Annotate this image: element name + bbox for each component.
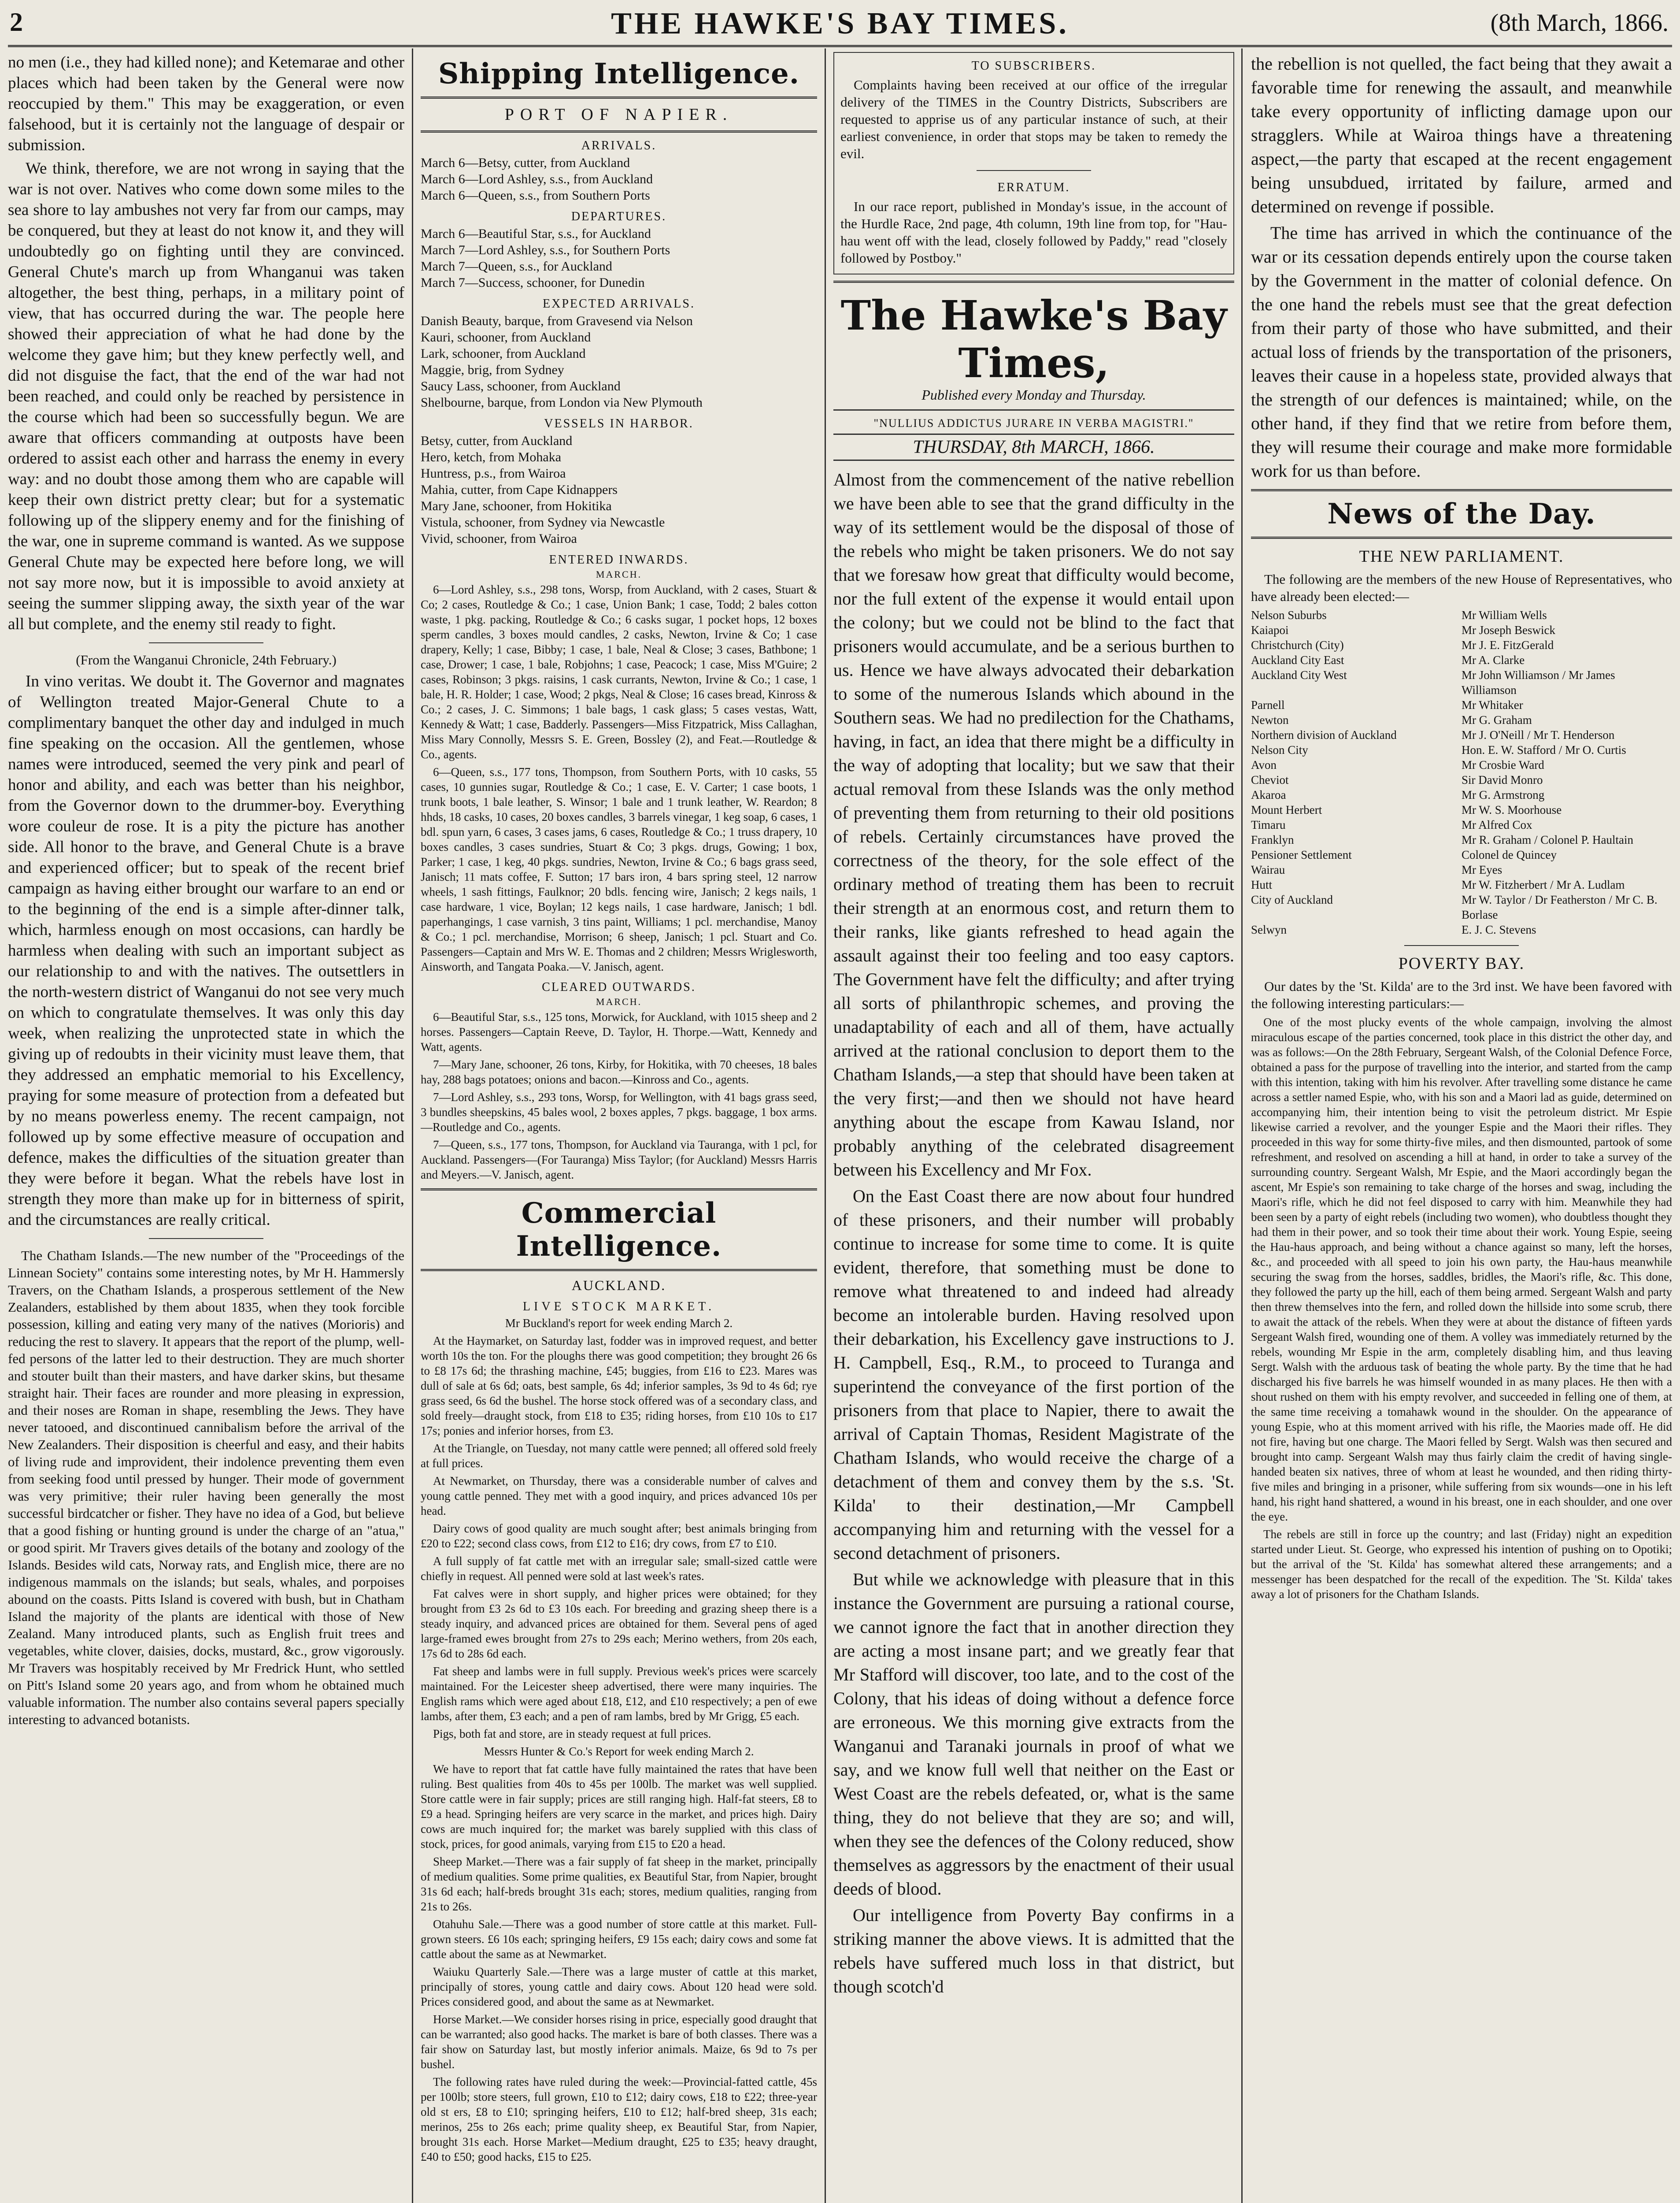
notice-text: Complaints having been received at our office of the irregular delivery of the TIMES in the Country Districts, Subscribers are requested to apprise us of any particular instance of such, at their earliest convenience, in order that stops may be taken to remedy the evil. [840, 77, 1227, 161]
member-cell: Hon. E. W. Stafford / Mr O. Curtis [1462, 743, 1626, 757]
report-paragraph: Sheep Market.—There was a fair supply of fat sheep in the market, principally of medium qualities. Some prime qualities, ex Beautiful Star, from Napier, brought 31s 6d each; half-breds brought 31s each; stores, medium qualities, ranging from 21s to 26s. [421, 1855, 817, 1913]
masthead [8, 3, 1672, 47]
seat-cell: Wairau [1251, 863, 1285, 876]
table-row [1251, 697, 1672, 712]
list-item: Betsy, cutter, from Auckland [421, 434, 573, 448]
editorial-paragraph: the rebellion is not quelled, the fact being that they await a favorable time for renewing the assault, and meanwhile take every opportunity of inflicting damage upon our stragglers. While at Wairoa things have a threatening aspect,—the party that escaped at the recent engagement being unsubdued, irritated by failure, armed and determined on revenge if possible. [1251, 54, 1672, 216]
list-item: Huntress, p.s., from Wairoa [421, 466, 566, 481]
article-paragraph: no men (i.e., they had killed none); and Ketemarae and other places which had been taken by the General were now reoccupied by them." This may be exaggeration, or even falsehood, but it is certainly not the language of despair or submission. [8, 53, 404, 154]
member-cell: Mr G. Armstrong [1462, 788, 1545, 801]
report-paragraph: Horse Market.—We consider horses rising in price, especially good draught that can be warranted; also good hacks. The market is bare of both classes. There was a fair show on Saturday last, but mostly inferior animals. Maize, 6s 9d to 7s per bushel. [421, 2013, 817, 2071]
arrivals-list [421, 155, 817, 204]
divider [1251, 537, 1672, 539]
parliament-heading: THE NEW PARLIAMENT. [1359, 547, 1564, 566]
divider [421, 1188, 817, 1191]
member-cell: Sir David Monro [1462, 773, 1543, 786]
table-row [1251, 772, 1672, 787]
list-item: March 7—Lord Ashley, s.s., for Southern Ports [421, 243, 670, 257]
table-row [1251, 623, 1672, 638]
divider [149, 642, 263, 643]
editorial-paragraph: But while we acknowledge with pleasure that in this instance the Government are pursuing a rational course, we cannot ignore the fact that in another direction they are acting a most insane part; and we greatly fear that Mr Stafford will discover, too late, and to the cost of the Colony, that his ideas of doing without a defence force are erroneous. We this morning give extracts from the Wanganui and Taranaki journals in proof of what we say, and we know full well that neither on the East or West Coast are the rebels defeated, or, what is the same thing, they do not believe that they are so; and will, when they see the defences of the Colony reduced, show themselves as aggressors by the enactment of their usual deeds of blood. [833, 1569, 1234, 1899]
table-row [1251, 922, 1672, 937]
member-cell: Mr A. Clarke [1462, 653, 1525, 667]
list-item: Maggie, brig, from Sydney [421, 363, 564, 377]
report-paragraph: Otahuhu Sale.—There was a good number of store cattle at this market. Full-grown steers. £6 10s each; springing heifers, £9 15s each; dairy cows and some fat cattle about the same as at Newmarket. [421, 1917, 817, 1961]
member-cell: Mr William Wells [1462, 608, 1547, 622]
list-item: March 7—Queen, s.s., for Auckland [421, 259, 612, 274]
auckland-heading: AUCKLAND. [571, 1277, 666, 1293]
member-cell: Mr J. O'Neill / Mr T. Henderson [1462, 728, 1615, 742]
seat-cell: Hutt [1251, 878, 1273, 891]
table-row [1251, 727, 1672, 742]
divider [421, 1269, 817, 1271]
member-cell: Mr Joseph Beswick [1462, 623, 1555, 637]
port-heading: PORT OF NAPIER. [504, 105, 733, 124]
editorial-paragraph: On the East Coast there are now about four hundred of these prisoners, and their number will probably continue to increase for some time to come. It is quite evident, therefore, that something must be done to remove what threatened to and indeed had already become an intolerable burden. Having resolved upon their debarkation, his Excellency gave instructions to J. H. Campbell, Esq., R.M., to proceed to Turanga and superintend the conveyance of the first portion of the prisoners from that place to Napier, there to await the arrival of Captain Thomas, Resident Magistrate of the Chatham Islands, who would receive the charge of a detachment of them and convey them by the s.s. 'St. Kilda' to their destination,—Mr Campbell accompanying him and returning with the vessel for a second detachment of prisoners. [833, 1186, 1234, 1563]
seat-cell: Pensioner Settlement [1251, 848, 1352, 861]
table-row [1251, 668, 1672, 697]
seat-cell: Northern division of Auckland [1251, 728, 1397, 742]
divider [149, 1238, 263, 1239]
table-row [1251, 742, 1672, 757]
report-paragraph: At the Haymarket, on Saturday last, fodder was in improved request, and better worth 10s the ton. For the ploughs there was good competition; they brought 26 6s to £8 17s 6d; the thrashing machine, £45; buggies, from £16 to £23. Mares was dull of sale at 6s 6d; oats, best sample, 6s 4d; inferior samples, 3s 9d to 4s 6d; rye grass seed, 6s 6d the bushel. The horse stock offered was of a secondary class, and sold freely—draught stock, from £18 to £35; riding horses, from £10 10s to £17 17s; ponies and inferior horses, from £3. [421, 1334, 817, 1437]
list-item: Mahia, cutter, from Cape Kidnappers [421, 482, 618, 497]
article-paragraph: In vino veritas. We doubt it. The Governor and magnates of Wellington treated Major-General Chute to a complimentary banquet the other day and indulged in much fine speaking on the occasion. All the gentlemen, whose names were introduced, seemed the very pink and pearl of honor and ability, and each was better than his neighbor, from the Governor down to the drummer-boy. Everything wore couleur de rose. It is a pity the picture has another side. All honor to the brave, and General Chute is a brave and experienced officer; but to speak of the recent brief campaign as having either brought our warfare to an end or to the beginning of the end is a simple after-dinner talk, which, harmless enough on most occasions, can hardly be harmless when dealing with such an important subject as our relationship to and with the natives. The outsettlers in the north-western district of Wanganui do not see very much on which to congratulate themselves. It was only this day week, when realizing the unprotected state in which the giving up of redoubts in their vicinity must leave them, that they addressed an emphatic memorial to his Excellency, praying for some measure of protection from a defeated but by no means powerless enemy. The recent campaign, not followed up by some effective measure of occupation and defence, makes the difficulties of the situation greater than they were before it began. What the rebels have lost in strength they more than make up for in bitterness of spirit, and the circumstances are really critical. [8, 672, 404, 1229]
article-paragraph: One of the most plucky events of the whole campaign, involving the almost miraculous escape of the parties concerned, took place in this district the other day, and was as follows:—On the 28th February, Sergeant Walsh, of the Colonial Defence Force, obtained a pass for the purpose of travelling into the interior, and started from the camp with this intention, taking with him his revolver. After travelling some distance he came across a settler named Espie, who, with his son and a Maori lad as guide, determined on accompanying him, their intention being to visit the petroleum district. Mr Espie likewise carried a revolver, and the younger Espie and the Maori their rifles. They proceeded in this way for some thirty-five miles, and then dismounted, partook of some refreshment, and resolved on ascending a hill at hand, in order to take a survey of the surrounding country. Sergeant Walsh, Mr Espie, and the Maori accordingly began the ascent, Mr Espie's son remaining to take charge of the horses and swag, including the Maori's rifle, which he did not feel disposed to carry with him. Meanwhile they had been seen by a party of eight rebels (including two women), who doubtless thought they had them in their power, and so took their time about their work. Young Espie, seeing the Hau-haus approach, and being without a chance against so many, left the horses, &c., and proceeded with all speed to join his own party, the Hau-haus meanwhile securing the swag from the horses, saddles, bridles, the Maori's rifle, &c. This done, they followed the party up the hill, each of them being armed. Sergeant Walsh and party then threw themselves into the fern, and rolled down the hillside into some scrub, there to await the attack of the rebels. When they were at about the distance of fifteen yards Sergeant Walsh fired, wounding one of them. A volley was immediately returned by the rebels, wounding Mr Espie in the arm, completely disabling him, and thus leaving Sergt. Walsh with the arduous task of beating the whole party. By the time that he had discharged his five barrels he was himself wounded in as many places. He then with a shout rushed on them with his empty revolver, and succeeded in felling one of them, at the same time receiving a tomahawk wound in the shoulder. On the appearance of young Espie, who at this moment arrived with his rifle, the Maories made off. He did not fire, having but one charge. The Maori felled by Sergt. Walsh was then secured and brought into camp. Sergeant Walsh may thus fairly claim the credit of having single-handed beaten six natives, three of whom at least he wounded, and then riding thirty-five miles and bringing in a prisoner, while suffering from six wounds—one in his left hand, his right hand shattered, a wound in his breast, one in each shoulder, and one over the eye. [1251, 1016, 1672, 1523]
list-item: March 6—Betsy, cutter, from Auckland [421, 156, 630, 170]
report-paragraph: Fat calves were in short supply, and higher prices were obtained; for they brought from £3 2s 6d to £3 10s each. For breeding and grazing sheep there is a steady inquiry, and advanced prices are obtained for them. Several pens of aged large-framed ewes brought from 27s to 29s each; Merino wethers, from 20s each, 17s 6d to 28s 6d each. [421, 1587, 817, 1660]
member-cell: Mr Alfred Cox [1462, 818, 1532, 831]
departures-heading: DEPARTURES. [571, 210, 667, 223]
seat-cell: Akaroa [1251, 788, 1286, 801]
list-item: Mary Jane, schooner, from Hokitika [421, 499, 612, 513]
report-paragraph: We have to report that fat cattle have fully maintained the rates that have been ruling. Best qualities from 40s to 45s per 100lb. The market was well supplied. Store cattle were in fair supply; prices are still ranging high. Half-fat steers, £8 to £9 a head. Springing heifers are very scarce in the market, and prices high. Dairy cows are much inquired for; the market was barely supplied with this class of stock, prices, for good animals, varying from £15 to £20 a head. [421, 1762, 817, 1851]
table-row [1251, 862, 1672, 877]
seat-cell: Nelson City [1251, 743, 1308, 757]
list-item: Hero, ketch, from Mohaka [421, 450, 562, 464]
seat-cell: Kaiapoi [1251, 623, 1289, 637]
list-item: Shelbourne, barque, from London via New Plymouth [421, 395, 703, 410]
seat-cell: Franklyn [1251, 833, 1294, 846]
column-4 [1251, 52, 1672, 2203]
list-item: Saucy Lass, schooner, from Auckland [421, 379, 621, 393]
list-item: 7—Queen, s.s., 177 tons, Thompson, for Auckland via Tauranga, with 1 pcl, for Auckland. Passengers—(For Tauranga) Miss Taylor; (for Auckland) Messrs Harris and Meyers.—V. Janisch, agent. [421, 1138, 817, 1181]
newspaper-nameplate: The Hawke's Bay Times, [840, 292, 1227, 387]
list-item: Kauri, schooner, from Auckland [421, 330, 591, 345]
page-title: THE HAWKE'S BAY TIMES. [611, 7, 1069, 41]
column-rule [1241, 48, 1243, 2203]
erratum-heading: ERRATUM. [997, 181, 1070, 194]
members-table [1251, 608, 1672, 937]
report-paragraph: Dairy cows of good quality are much sought after; best animals bringing from £20 to £22; second class cows, from £12 to £16; dry cows, from £7 to £10. [421, 1522, 817, 1550]
report-heading: Mr Buckland's report for week ending March 2. [505, 1317, 733, 1330]
member-cell: Mr G. Graham [1462, 713, 1532, 727]
departures-list [421, 226, 817, 291]
expected-heading: EXPECTED ARRIVALS. [543, 297, 695, 311]
notice-box [833, 52, 1234, 274]
editorial-dateline: THURSDAY, 8th MARCH, 1866. [833, 434, 1234, 461]
report-paragraph: At Newmarket, on Thursday, there was a considerable number of calves and young cattle penned. They met with a good inquiry, and prices advanced 10s per head. [421, 1474, 817, 1517]
livestock-heading: LIVE STOCK MARKET. [522, 1300, 715, 1313]
report-paragraph: A full supply of fat cattle met with an irregular sale; small-sized cattle were chiefly in request. All penned were sold at last week's rates. [421, 1554, 817, 1583]
table-row [1251, 638, 1672, 653]
table-row [1251, 608, 1672, 623]
list-item: March 6—Lord Ashley, s.s., from Auckland [421, 172, 653, 186]
seat-cell: Mount Herbert [1251, 803, 1322, 816]
article-paragraph: We think, therefore, we are not wrong in saying that the war is not over. Natives who come down some miles to the sea shore to lay ambushes not very far from our camps, may be conquered, but they at least do not know it, and they will undoubtedly go on fighting until they are convinced. General Chute's march up from Whanganui was taken altogether, the best thing, perhaps, in a military point of view, that has occurred during the war. The people here showed their appreciation of what he had done by the welcome they gave him; but they knew perfectly well, and did not disguise the fact, that the end of the war had not been reached, and could only be reached by persistence in the course which had been so successfully begun. We are aware that officers commanding at outposts have been ordered to assist each other and harrass the enemy in every way: and no doubt those among them who are capable will keep their own district pretty clear; but for a systematic following up of the slippery enemy and for the finishing of the war, one in supreme command is wanted. As we suppose General Chute may be expected here before long, we will not say more now, but it is impossible to avoid anxiety at seeing the summer slipping away, the sixth year of the war all but complete, and the enemy stil ready to fight. [8, 159, 404, 633]
member-cell: Mr Crosbie Ward [1462, 758, 1544, 771]
column-2 [421, 52, 817, 2203]
member-cell: E. J. C. Stevens [1462, 923, 1536, 936]
seat-cell: Avon [1251, 758, 1277, 771]
divider [977, 170, 1091, 171]
parliament-intro: The following are the members of the new House of Representatives, who have already been elected:— [1251, 571, 1672, 604]
article-paragraph: The Chatham Islands.—The new number of the "Proceedings of the Linnean Society" contains some interesting notes, by Mr H. Hammersly Travers, on the Chatham Islands, a prosperous settlement of the New Zealanders, established by them about 1835, when they took forcible possession, killing and eating very many of the natives (Morioris) and reducing the rest to slavery. It appears that the report of the plump, well-fed persons of the latter led to their destruction. They are much shorter and stouter built than their masters, and have darker skins, but thesame straight hair. Their faces are rounder and more pleasing in expression, and their noses are Roman in shape, resembling the Jews. They have never tatooed, and discontinued cannibalism before the arrival of the New Zealanders. Their disposition is cheerful and easy, and their habits of living rude and improvident, their indolence preventing them even from seeking food until pressed by hunger. Their mode of government was very primitive; their ruler having been generally the most successful birdcatcher or fisher. They have no idea of a God, but believe that a good fishing or hunting ground is under the charge of an "atua," or good spirit. Mr Travers gives details of the botany and zoology of the Islands. Besides wild cats, Norway rats, and English mice, there are no indigenous mammals on the islands; but seals, whales, and porpoises abound on the coasts. Pitts Island is covered with bush, but in Chatham Island the majority of the plants are identical with those of New Zealand. Many introduced plants, such as English fruit trees and vegetables, white clover, daisies, docks, mustard, &c., grow vigorously. Mr Travers was hospitably received by Mr Fredrick Hunt, who settled on Pitt's Island some 20 years ago, and from whom he obtained much valuable information. The number also contains several papers specially interesting to advanced botanists. [8, 1248, 404, 1727]
table-row [1251, 712, 1672, 727]
seat-cell: Newton [1251, 713, 1289, 727]
list-item: 6—Queen, s.s., 177 tons, Thompson, from Southern Ports, with 10 casks, 55 cases, 10 gunnies sugar, Routledge & Co.; 1 case, E. V. Carter; 1 case boots, 1 trunk boots, 1 bale leather, S. Winsor; 1 bale and 1 trunk leather, W. Reardon; 8 hhds, 18 casks, 10 cases, 20 boxes candles, 3 barrels vinegar, 1 keg soap, 6 cases, 1 bdl. spun yarn, 6 cases, 3 cases jams, 6 cases, Routledge & Co.; 1 truss drapery, 10 boxes candles, 3 cases sundries, Stuart & Co; 3 pkgs. drugs, Gowing; 1 box, Parker; 1 case, 1 keg, 40 pkgs. sundries, Newton, Irvine & Co.; 6 bags grass seed, Janisch; 11 mats coffee, F. Sutton; 17 bars iron, 4 bars spring steel, 12 narrow wheels, 1 sash fittings, Faulknor; 20 bdls. fencing wire, Janisch; 2 kegs nails, 1 case hardware, 1 vice, Boylan; 12 kegs nails, 1 case hardware, Janisch; 1 bdl. paperhangings, 1 case varnish, 3 tins paint, Williams; 1 pcl. merchandise, Manoy & Co.; 1 pcl. merchandise, Morrison; 6 sheep, Janisch; 1 pcl. Stuart and Co. Passengers—Captain and Mrs W. E. Thomas and 2 children; Messrs Wriglesworth, Ainsworth, and Tangata Poaka.—V. Janisch, agent. [421, 765, 817, 973]
column-1 [8, 52, 404, 2203]
poverty-bay-heading: POVERTY BAY. [1398, 954, 1525, 973]
source-credit: (From the Wanganui Chronicle, 24th February.) [76, 652, 337, 668]
list-item: 7—Mary Jane, schooner, 26 tons, Kirby, for Hokitika, with 70 cheeses, 18 bales hay, 288 bags potatoes; onions and bacon.—Kinross and Co., agents. [421, 1058, 817, 1086]
seat-cell: Auckland City East [1251, 653, 1344, 667]
member-cell: Mr W. S. Moorhouse [1462, 803, 1562, 816]
table-row [1251, 787, 1672, 802]
notice-text: In our race report, published in Monday's issue, in the account of the Hurdle Race, 2nd page, 4th column, 19th line from top, for "Hau-hau went off with the lead, closely followed by Paddy," read "closely followed by Postboy." [840, 199, 1227, 266]
subscribers-heading: TO SUBSCRIBERS. [971, 59, 1096, 73]
table-row [1251, 817, 1672, 832]
expected-list [421, 313, 817, 411]
inwards-list [421, 582, 817, 974]
issue-date: (8th March, 1866. [1490, 9, 1669, 37]
divider [833, 409, 1234, 411]
editorial-paragraph: Almost from the commencement of the native rebellion we have been able to see that the grand difficulty in the way of its settlement would be the disposal of those of the rebels who might be taken prisoners. We do not say that we foresaw how great that difficulty would become, nor the full extent of the expense it would entail upon the colony; but we could not be blind to the fact that prisoners would accumulate, and be a serious burthen to us. Hence we have always advocated their debarkation to some of the numerous Islands which abound in the Southern seas. We had no predilection for the Chathams, having, in fact, an idea that there might be a difficulty in the way of adopting that locality; but we saw that their actual removal from these Islands was the only method of preventing them from returning to their old positions of rebels. Certainly circumstances have proved the correctness of the theory, for the sole effect of the ordinary method of treating them has been to recruit their strength at an enormous cost, and return them to their ranks, like giants refreshed to head again the assault against their too feeling and too easy captors. The Government have felt the difficulty; and after trying all sorts of philanthropic schemes, and proving the unadaptability of each and all of them, have actually arrived at the rational conclusion to deport them to the Chatham Islands,—a step that should have been taken at the very first;—and then we should not have heard anything about the escape from Kawau Island, nor probably anything of the celebrated disagreement between his Excellency and Mr Fox. [833, 470, 1234, 1179]
divider [421, 96, 817, 99]
report-heading: Messrs Hunter & Co.'s Report for week ending March 2. [484, 1745, 754, 1758]
column-3 [833, 52, 1234, 2203]
page-number: 2 [10, 7, 23, 37]
seat-cell: Christchurch (City) [1251, 638, 1344, 652]
table-row [1251, 847, 1672, 862]
list-item: Vivid, schooner, from Wairoa [421, 531, 577, 546]
list-item: 6—Lord Ashley, s.s., 298 tons, Worsp, from Auckland, with 2 cases, Stuart & Co; 2 cases, Routledge & Co.; 1 case, Union Bank; 1 case, Todd; 2 bales cotton waste, 1 pkg. packing, Routledge & Co.; 6 casks sugar, 1 pocket hops, 12 boxes sperm candles, 3 boxes mould candles, 2 casks, Newton, Irvine & Co; 1 case drapery, Kelly; 1 case, Bibby; 1 case, 1 bale, Neal & Close; 3 cases, Bathbone; 1 case, Drower; 1 case, 1 bale, Robjohns; 1 case, Peacock; 1 case, Miss M'Guire; 2 cases, Robinson; 3 pkgs. raisins, 1 cask currants, Newton, Irvine & Co.; 1 case, 1 bale, H. R. Holder; 1 case, Wood; 2 pkgs, Neal & Close; 16 cases bread, Kinross & Co.; 2 cases, J. C. Simmons; 1 bale bags, 1 cask glass; 5 cases vestas, Watt, Kennedy & Watt; 1 case, Badderly. Passengers—Miss Fitzpatrick, Miss Callaghan, Miss Mary Connolly, Messrs S. E. Green, Bossley (2), and Feat.—Routledge & Co., agents. [421, 583, 817, 761]
section-title-commercial: Commercial Intelligence. [516, 1197, 722, 1263]
list-item: 6—Beautiful Star, s.s., 125 tons, Morwick, for Auckland, with 1015 sheep and 2 horses. Passengers—Captain Reeve, D. Taylor, H. Thorpe.—Watt, Kennedy and Watt, agents. [421, 1010, 817, 1053]
list-item: March 6—Queen, s.s., from Southern Ports [421, 188, 650, 203]
list-item: March 7—Success, schooner, for Dunedin [421, 275, 645, 290]
seat-cell: Parnell [1251, 698, 1285, 712]
table-row [1251, 802, 1672, 817]
column-rule [412, 48, 413, 2203]
divider [833, 281, 1234, 283]
divider [421, 130, 817, 133]
outwards-heading: CLEARED OUTWARDS. [542, 980, 696, 994]
divider [1251, 489, 1672, 491]
report-paragraph: The following rates have ruled during the week:—Provincial-fatted cattle, 45s per 100lb; store steers, full grown, £10 to £12; dairy cows, £18 to £22; three-year old st ers, £8 to £10; springing heifers, £10 to £12; half-bred sheep, 31s each; merinos, 25s to 26s each; prime quality sheep, ex Beautiful Star, from Napier, brought 31s each. Horse Market—Medium draught, £25 to £35; heavy draught, £40 to £50; good hacks, £15 to £25. [421, 2075, 817, 2163]
inwards-heading: ENTERED INWARDS. [549, 553, 689, 567]
member-cell: Mr W. Fitzherbert / Mr A. Ludlam [1462, 878, 1625, 891]
list-item: Danish Beauty, barque, from Gravesend via Nelson [421, 314, 693, 328]
outwards-list [421, 1009, 817, 1182]
editorial-paragraph: Our intelligence from Poverty Bay confirms in a striking manner the above views. It is admitted that the rebels have suffered much loss in that district, but though scotch'd [833, 1905, 1234, 1996]
report-paragraph: Pigs, both fat and store, are in steady request at full prices. [433, 1727, 711, 1740]
seat-cell: Timaru [1251, 818, 1286, 831]
table-row [1251, 832, 1672, 847]
table-row [1251, 892, 1672, 922]
section-title-news: News of the Day. [1327, 497, 1596, 530]
table-row [1251, 877, 1672, 892]
member-cell: Mr Whitaker [1462, 698, 1523, 712]
list-item: March 6—Beautiful Star, s.s., for Auckland [421, 226, 651, 241]
table-row [1251, 653, 1672, 668]
section-title-shipping: Shipping Intelligence. [438, 57, 800, 90]
list-item: Vistula, schooner, from Sydney via Newcastle [421, 515, 665, 530]
article-paragraph: The rebels are still in force up the country; and last (Friday) night an expedition started under Lieut. St. George, who expressed his intention of pushing on to Opotiki; but the arrival of the 'St. Kilda' has somewhat altered these arrangements; and a messenger has been despatched for the recall of the expedition. The 'St. Kilda' takes away a lot of prisoners for the Chatham Islands. [1251, 1528, 1672, 1601]
harbor-list [421, 433, 817, 547]
seat-cell: Selwyn [1251, 923, 1287, 936]
editorial-paragraph: The time has arrived in which the continuance of the war or its cessation depends entirely upon the course taken by the Government in the matter of colonial defence. On the one hand the rebels must see that the great defection from their party of those who have submitted, and their actual loss of friends by the transportation of the prisoners, leaves their cause in a hopeless state, provided always that the strength of our defences is maintained; while, on the other hand, if they find that we retire from before them, they will resume their courage and make more formidable work for us than before. [1251, 223, 1672, 481]
motto: "NULLIUS ADDICTUS JURARE IN VERBA MAGISTRI." [873, 417, 1194, 430]
member-cell: Mr Eyes [1462, 863, 1502, 876]
seat-cell: City of Auckland [1251, 893, 1333, 906]
list-item: 7—Lord Ashley, s.s., 293 tons, Worsp, for Wellington, with 41 bags grass seed, 3 bundles sheepskins, 45 bales wool, 2 boxes apples, 7 pkgs. baggage, 1 box arms.—Routledge and Co., agents. [421, 1090, 817, 1134]
report-paragraph: Fat sheep and lambs were in full supply. Previous week's prices were scarcely maintained. For the Leicester sheep advertised, there were many inquiries. The English rams which were aged about £18, £12, and £10 respectively; a pen of ewe lambs, after them, £3 each; and a pen of ram lambs, bred by Mr Grigg, £5 each. [421, 1665, 817, 1723]
divider [1404, 945, 1519, 946]
article-paragraph: Our dates by the 'St. Kilda' are to the 3rd inst. We have been favored with the following interesting particulars:— [1251, 979, 1672, 1011]
arrivals-heading: ARRIVALS. [581, 139, 657, 152]
member-cell: Mr J. E. FitzGerald [1462, 638, 1554, 652]
member-cell: Mr R. Graham / Colonel P. Haultain [1462, 833, 1633, 846]
seat-cell: Cheviot [1251, 773, 1289, 786]
list-item: Lark, schooner, from Auckland [421, 346, 586, 361]
month-label: MARCH. [596, 569, 642, 580]
member-cell: Mr W. Taylor / Dr Featherston / Mr C. B. Borlase [1462, 893, 1658, 921]
member-cell: Colonel de Quincey [1462, 848, 1557, 861]
harbor-heading: VESSELS IN HARBOR. [544, 417, 694, 430]
seat-cell: Nelson Suburbs [1251, 608, 1327, 622]
publication-schedule: Published every Monday and Thursday. [921, 387, 1146, 403]
column-rule [825, 48, 826, 2203]
month-label: MARCH. [596, 996, 642, 1007]
member-cell: Mr John Williamson / Mr James Williamson [1462, 668, 1615, 697]
report-paragraph: At the Triangle, on Tuesday, not many cattle were penned; all offered sold freely at full prices. [421, 1442, 817, 1470]
report-paragraph: Waiuku Quarterly Sale.—There was a large muster of cattle at this market, principally of stores, young cattle and dairy cows. About 120 head were sold. Prices considered good, and about the same as at Newmarket. [421, 1965, 817, 2008]
seat-cell: Auckland City West [1251, 668, 1347, 682]
table-row [1251, 757, 1672, 772]
